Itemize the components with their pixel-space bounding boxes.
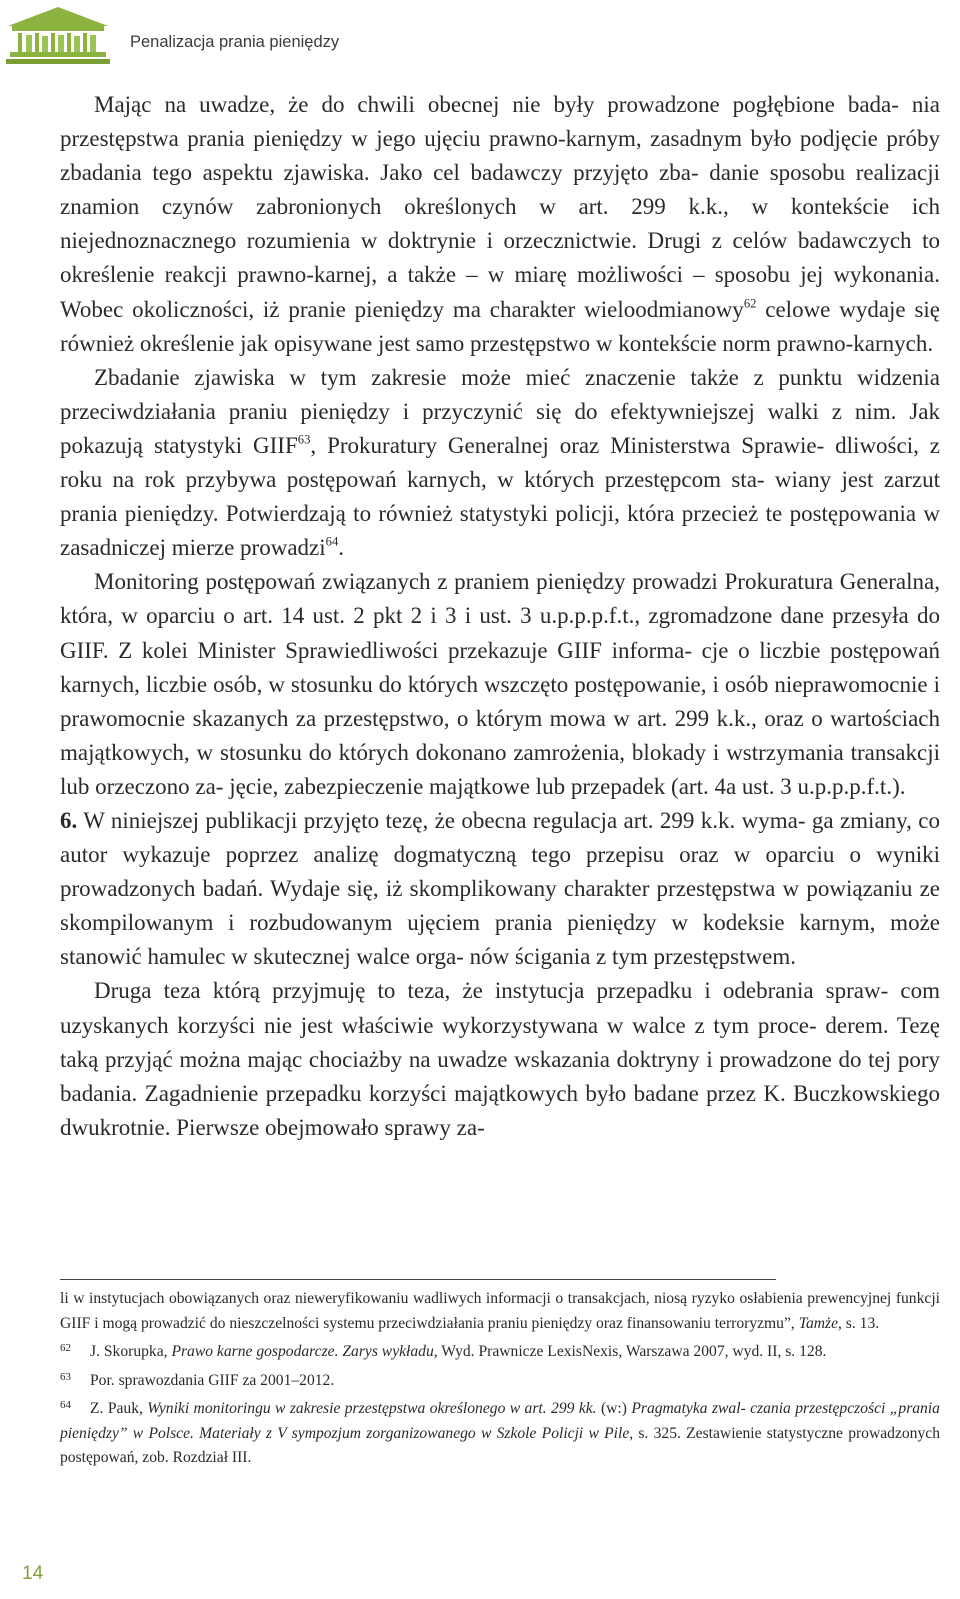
paragraph-5: Druga teza którą przyjmuję to teza, że instytucja przepadku i odebrania spraw- com uzyskanych korzyści nie jest właściwie wykorzystywana w walce z tym proce- derem. Tezę taką przyjąć można mając chociażby na uwadze wskazania doktryny i prowadzone do tej pory badania. Zagadnienie przepadku korzyści majątkowych było badane przez K. Buczkowskiego dwukrotnie. Pierwsze obejmowało sprawy za- — [60, 978, 940, 1140]
footnote-number: 63 — [60, 1370, 71, 1383]
footnote-ref-62: 62 — [743, 296, 757, 311]
footnote-number: 64 — [60, 1399, 71, 1411]
footnote-62: 62 J. Skorupka, Prawo karne gospodarcze. Zarys wykładu, Wyd. Prawnicze LexisNexis, Warszawa 2007, wyd. II, s. 128. — [60, 1336, 940, 1365]
institution-building-icon — [4, 4, 112, 66]
footnote-continuation: li w instytucjach obowiązanych oraz nieweryfikowaniu wadliwych informacji o transakcjach, niosą ryzyko osłabienia prewencyjnej funkcji GIIF i mogą prowadzić do nieszczelności systemu przeciwdziałania praniu pieniędzy oraz finansowaniu terroryzmu”, Tamże, s. 13. — [60, 1290, 940, 1332]
page-number: 14 — [22, 1563, 44, 1584]
paragraph-3: Monitoring postępowań związanych z praniem pieniędzy prowadzi Prokuratura Generalna, która, w oparciu o art. 14 ust. 2 pkt 2 i 3 i ust. 3 u.p.p.p.f.t., zgromadzone dane przesyła do GIIF. Z kolei Minister Sprawiedliwości przekazuje GIIF informa- cje o liczbie postępowań karnych, liczbie osób, w stosunku do których wszczęto postępowanie, i osób nieprawomocnie i prawomocnie skazanych za przestępstwo, o którym mowa w art. 299 k.k., oraz o wartościach majątkowych, w stosunku do których dokonano zamrożenia, blokady i wstrzymania transakcji lub orzeczono za- jęcie, zabezpieczenie majątkowe lub przepadek (art. 4a ust. 3 u.p.p.p.f.t.). — [60, 569, 940, 799]
footnote-number: 62 — [60, 1342, 71, 1354]
paragraph-2: Zbadanie zjawiska w tym zakresie może mieć znaczenie także z punktu widzenia przeciwdziałania praniu pieniędzy i przyczynić się do efektywniejszej walki z nim. Jak pokazują statystyki GIIF$^{63}$, Prokuratury Generalnej oraz Ministerstwa Sprawie- dliwości, z roku na rok przybywa postępowań karnych, w których przestępcom sta- wiany jest zarzut prania pieniędzy. Potwierdzają to również statystyki policji, która przecież te postępowania w zasadniczej mierze prowadzi$^{64}$. — [60, 364, 940, 561]
section-number: 6. — [60, 807, 78, 833]
footnotes — [60, 1287, 940, 1471]
paragraph-1: Mając na uwadze, że do chwili obecnej nie były prowadzone pogłębione bada- nia przestępstwa prania pieniędzy w jego ujęciu prawno-karnym, zasadnym było podjęcie próby zbadania tego aspektu zjawiska. Jako cel badawczy przyjęto zba- danie sposobu realizacji znamion czynów zabronionych określonych w art. 299 k.k., w kontekście ich niejednoznacznego rozumienia w doktrynie i orzecznictwie. Drugi z celów badawczych to określenie reakcji prawno-karnej, a także – w miarę możliwości – sposobu jej wykonania. Wobec okoliczności, iż pranie pieniędzy ma charakter wieloodmianowy$^{62}$ celowe wydaje się również określenie jak opisywane jest samo przestępstwo w kontekście norm prawno-karnych. — [60, 92, 940, 356]
main-text — [60, 88, 940, 1145]
footnote-ref-63: 63 — [297, 432, 311, 447]
footnote-divider — [60, 1279, 776, 1280]
paragraph-4: 6. W niniejszej publikacji przyjęto tezę, że obecna regulacja art. 299 k.k. wyma- ga zmiany, co autor wykazuje poprzez analizę dogmatyczną tego przepisu oraz w oparciu o wyniki prowadzonych badań. Wydaje się, iż skomplikowany charakter przestępstwa w powiązaniu ze skompilowanym i rozbudowanym ujęciem prania pieniędzy w kodeksie karnym, może stanowić hamulec w skutecznej walce orga- nów ścigania z tym przestępstwem. — [60, 807, 940, 970]
footnote-64: 64 Z. Pauk, Wyniki monitoringu w zakresie przestępstwa określonego w art. 299 kk. (w:) Pragmatyka zwal- czania przestępczości „prania pieniędzy” w Polsce. Materiały z V sympozjum zorganizowanego w Szkole Policji w Pile, s. 325. Zestawienie statystyczne prowadzonych postępowań, zob. Rozdział III. — [60, 1393, 940, 1471]
running-title: Penalizacja prania pieniędzy — [130, 33, 340, 51]
footnote-63: 63 Por. sprawozdania GIIF za 2001–2012. — [60, 1365, 940, 1394]
footnote-ref-64: 64 — [325, 534, 339, 549]
